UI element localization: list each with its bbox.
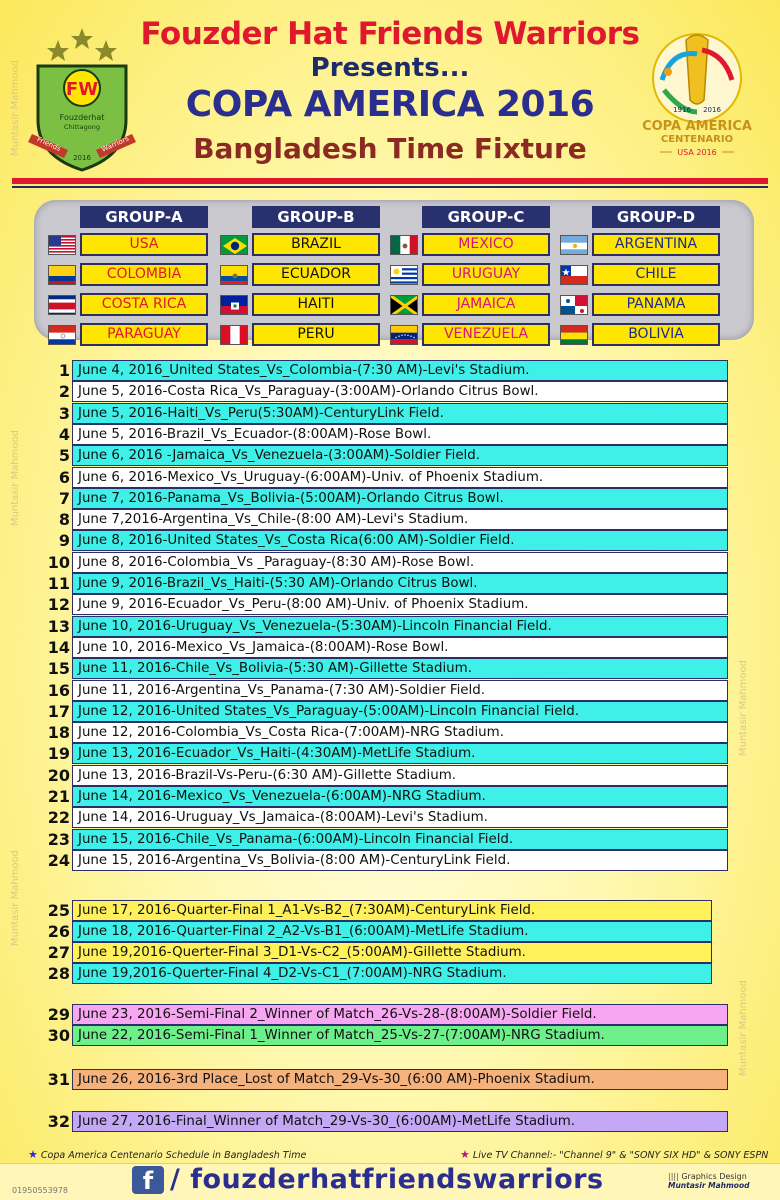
star-icon: [71, 28, 93, 49]
argentina-flag-icon: [560, 235, 588, 255]
team-name: PARAGUAY: [80, 323, 208, 346]
phone-number: 01950553978: [12, 1186, 68, 1195]
match-details: June 6, 2016-Mexico_Vs_Uruguay-(6:00AM)-Univ. of Phoenix Stadium.: [72, 467, 728, 488]
match-details: June 23, 2016-Semi-Final 2_Winner of Match_26-Vs-28-(8:00AM)-Soldier Field.: [72, 1004, 728, 1025]
match-number: 27: [47, 943, 70, 962]
match-details: June 18, 2016-Quarter-Final 2_A2-Vs-B1_(6:00AM)-MetLife Stadium.: [72, 921, 712, 942]
group-heading: GROUP-D: [592, 206, 720, 228]
haiti-flag-icon: [220, 295, 248, 315]
team-name: VENEZUELA: [422, 323, 550, 346]
match-number: 7: [58, 488, 70, 508]
match-details: June 14, 2016-Mexico_Vs_Venezuela-(6:00AM)-NRG Stadium.: [72, 786, 728, 807]
schedule-note: ★ Copa America Centenario Schedule in Bangladesh Time: [28, 1148, 307, 1161]
svg-text:FW: FW: [65, 79, 99, 100]
match-number: 4: [58, 424, 70, 444]
team-row: [390, 292, 550, 318]
team-name: PERU: [252, 323, 380, 346]
star-icon: [95, 40, 117, 61]
team-name: MEXICO: [422, 233, 550, 256]
svg-text:CENTENARIO: CENTENARIO: [660, 134, 734, 145]
match-details: June 22, 2016-Semi-Final 1_Winner of Match_25-Vs-27-(7:00AM)-NRG Stadium.: [72, 1025, 728, 1046]
ecuador-flag-icon: [220, 265, 248, 285]
jamaica-flag-icon: [390, 295, 418, 315]
team-row: [390, 232, 550, 258]
team-name: ARGENTINA: [592, 233, 720, 256]
team-name: COSTA RICA: [80, 293, 208, 316]
header-divider-navy: [12, 186, 768, 188]
match-details: June 27, 2016-Final_Winner of Match_29-Vs-30_(6:00AM)-MetLife Stadium.: [72, 1111, 728, 1132]
match-details: June 13, 2016-Brazil-Vs-Peru-(6:30 AM)-Gillette Stadium.: [72, 765, 728, 786]
match-number: 21: [47, 787, 70, 806]
match-number: 25: [47, 901, 70, 920]
team-row: [48, 292, 208, 318]
team-row: [560, 292, 720, 318]
match-number: 28: [47, 964, 70, 983]
watermark-left-2: Muntasir Mahmood: [10, 430, 21, 527]
bolivia-flag-icon: [560, 325, 588, 345]
svg-text:COPA AMERICA: COPA AMERICA: [642, 119, 752, 134]
team-row: [220, 292, 380, 318]
team-name: ECUADOR: [252, 263, 380, 286]
match-details: June 13, 2016-Ecuador_Vs_Haiti-(4:30AM)-MetLife Stadium.: [72, 743, 728, 764]
svg-text:USA 2016: USA 2016: [677, 148, 717, 157]
match-details: June 5, 2016-Costa Rica_Vs_Paraguay-(3:00AM)-Orlando Citrus Bowl.: [72, 381, 728, 402]
team-name: HAITI: [252, 293, 380, 316]
tv-channel-note: ★ Live TV Channel:- "Channel 9" & "SONY SIX HD" & SONY ESPN: [460, 1148, 769, 1161]
match-details: June 7,2016-Argentina_Vs_Chile-(8:00 AM)-Levi's Stadium.: [72, 509, 728, 530]
match-number: 16: [47, 680, 70, 700]
team-row: [390, 322, 550, 348]
team-row: [220, 322, 380, 348]
group-heading: GROUP-B: [252, 206, 380, 228]
team-name: CHILE: [592, 263, 720, 286]
match-number: 11: [47, 574, 70, 593]
star-icon: ★: [28, 1148, 38, 1161]
match-details: June 19,2016-Querter-Final 4_D2-Vs-C1_(7:00AM)-NRG Stadium.: [72, 963, 712, 984]
team-name: COLOMBIA: [80, 263, 208, 286]
paraguay-flag-icon: [48, 325, 76, 345]
group-column: [560, 206, 720, 348]
match-number: 2: [58, 382, 70, 402]
match-details: June 5, 2016-Haiti_Vs_Peru(5:30AM)-CenturyLink Field.: [72, 403, 728, 424]
star-icon: [47, 40, 69, 61]
match-details: June 19,2016-Querter-Final 3_D1-Vs-C2_(5:00AM)-Gillette Stadium.: [72, 942, 712, 963]
match-details: June 5, 2016-Brazil_Vs_Ecuador-(8:00AM)-Rose Bowl.: [72, 424, 728, 445]
team-row: [560, 232, 720, 258]
match-number: 12: [47, 595, 70, 615]
match-details: June 26, 2016-3rd Place_Lost of Match_29-Vs-30_(6:00 AM)-Phoenix Stadium.: [72, 1069, 728, 1090]
team-name: JAMAICA: [422, 293, 550, 316]
team-row: [48, 322, 208, 348]
venezuela-flag-icon: [390, 325, 418, 345]
group-column: [390, 206, 550, 348]
match-details: June 15, 2016-Chile_Vs_Panama-(6:00AM)-Lincoln Financial Field.: [72, 829, 728, 850]
team-row: [220, 232, 380, 258]
team-row: [48, 232, 208, 258]
match-number: 24: [47, 850, 70, 870]
match-number: 22: [47, 808, 70, 828]
match-details: June 9, 2016-Brazil_Vs_Haiti-(5:30 AM)-Orlando Citrus Bowl.: [72, 573, 728, 594]
svg-text:Fouzderhat: Fouzderhat: [59, 113, 105, 122]
team-name: PANAMA: [592, 293, 720, 316]
group-column: [48, 206, 208, 348]
colombia-flag-icon: [48, 265, 76, 285]
fixture-subtitle: Bangladesh Time Fixture: [193, 132, 587, 165]
svg-text:2016: 2016: [73, 154, 91, 162]
match-number: 5: [58, 446, 70, 466]
uruguay-flag-icon: [390, 265, 418, 285]
team-name: BRAZIL: [252, 233, 380, 256]
match-number: 9: [58, 531, 70, 551]
match-number: 13: [47, 616, 70, 636]
team-name: USA: [80, 233, 208, 256]
match-details: June 14, 2016-Uruguay_Vs_Jamaica-(8:00AM)-Levi's Stadium.: [72, 807, 728, 828]
svg-text:1916: 1916: [673, 106, 691, 114]
tournament-title: COPA AMERICA 2016: [185, 84, 595, 125]
facebook-icon[interactable]: f: [132, 1166, 164, 1194]
team-row: [390, 262, 550, 288]
match-number: 20: [47, 765, 70, 785]
svg-text:Warriors: Warriors: [100, 134, 131, 154]
match-number: 10: [47, 552, 70, 572]
match-number: 6: [58, 467, 70, 487]
team-row: [220, 262, 380, 288]
match-number: 18: [47, 723, 70, 743]
match-number: 26: [47, 922, 70, 941]
match-details: June 11, 2016-Argentina_Vs_Panama-(7:30 AM)-Soldier Field.: [72, 680, 728, 701]
presents-label: Presents...: [310, 53, 470, 83]
team-row: [560, 262, 720, 288]
facebook-page-link[interactable]: / fouzderhatfriendswarriors: [170, 1164, 604, 1195]
group-heading: GROUP-C: [422, 206, 550, 228]
match-number: 32: [47, 1112, 70, 1131]
header-divider-red: [12, 178, 768, 184]
watermark-right-2: Muntasir Mahmood: [738, 980, 749, 1077]
match-number: 17: [47, 701, 70, 721]
svg-text:2016: 2016: [703, 106, 721, 114]
barcode-icon: ||||: [668, 1172, 679, 1181]
chile-flag-icon: [560, 265, 588, 285]
team-name: BOLIVIA: [592, 323, 720, 346]
usa-flag-icon: [48, 235, 76, 255]
match-number: 31: [47, 1070, 70, 1089]
match-number: 30: [47, 1026, 70, 1045]
svg-text:Chittagong: Chittagong: [64, 123, 100, 131]
team-row: [48, 262, 208, 288]
watermark-left-1: Muntasir Mahmood: [10, 60, 21, 157]
match-number: 29: [47, 1005, 70, 1024]
brazil-flag-icon: [220, 235, 248, 255]
match-details: June 12, 2016-Colombia_Vs_Costa Rica-(7:00AM)-NRG Stadium.: [72, 722, 728, 743]
match-details: June 12, 2016-United States_Vs_Paraguay-(5:00AM)-Lincoln Financial Field.: [72, 701, 728, 722]
match-details: June 15, 2016-Argentina_Vs_Bolivia-(8:00 AM)-CenturyLink Field.: [72, 850, 728, 871]
match-details: June 7, 2016-Panama_Vs_Bolivia-(5:00AM)-Orlando Citrus Bowl.: [72, 488, 728, 509]
club-crest-logo: [28, 22, 136, 172]
organizer-title: Fouzder Hat Friends Warriors: [140, 16, 640, 52]
match-number: 23: [47, 829, 70, 849]
watermark-right-1: Muntasir Mahmood: [738, 660, 749, 757]
match-number: 1: [58, 361, 70, 380]
group-heading: GROUP-A: [80, 206, 208, 228]
watermark-left-3: Muntasir Mahmood: [10, 850, 21, 947]
match-number: 8: [58, 510, 70, 530]
mexico-flag-icon: [390, 235, 418, 255]
star-icon: ★: [460, 1148, 470, 1161]
match-number: 3: [58, 403, 70, 423]
match-number: 19: [47, 744, 70, 764]
match-details: June 6, 2016 -Jamaica_Vs_Venezuela-(3:00AM)-Soldier Field.: [72, 445, 728, 466]
match-details: June 4, 2016_United States_Vs_Colombia-(7:30 AM)-Levi's Stadium.: [72, 360, 728, 381]
match-details: June 17, 2016-Quarter-Final 1_A1-Vs-B2_(7:30AM)-CenturyLink Field.: [72, 900, 712, 921]
design-credit: |||| Graphics Design Muntasir Mahmood: [668, 1172, 750, 1190]
match-number: 15: [47, 659, 70, 679]
match-details: June 11, 2016-Chile_Vs_Bolivia-(5:30 AM)-Gillette Stadium.: [72, 658, 728, 679]
costa-rica-flag-icon: [48, 295, 76, 315]
team-name: URUGUAY: [422, 263, 550, 286]
match-number: 14: [47, 637, 70, 657]
copa-america-centenario-logo: [642, 20, 752, 180]
match-details: June 8, 2016-Colombia_Vs _Paraguay-(8:30 AM)-Rose Bowl.: [72, 552, 728, 573]
match-details: June 10, 2016-Mexico_Vs_Jamaica-(8:00AM)-Rose Bowl.: [72, 637, 728, 658]
svg-text:Friends: Friends: [35, 135, 62, 153]
trophy-icon: [686, 35, 708, 104]
match-details: June 10, 2016-Uruguay_Vs_Venezuela-(5:30AM)-Lincoln Financial Field.: [72, 616, 728, 637]
match-details: June 8, 2016-United States_Vs_Costa Rica(6:00 AM)-Soldier Field.: [72, 530, 728, 551]
group-column: [220, 206, 380, 348]
panama-flag-icon: [560, 295, 588, 315]
match-details: June 9, 2016-Ecuador_Vs_Peru-(8:00 AM)-Univ. of Phoenix Stadium.: [72, 594, 728, 615]
team-row: [560, 322, 720, 348]
peru-flag-icon: [220, 325, 248, 345]
